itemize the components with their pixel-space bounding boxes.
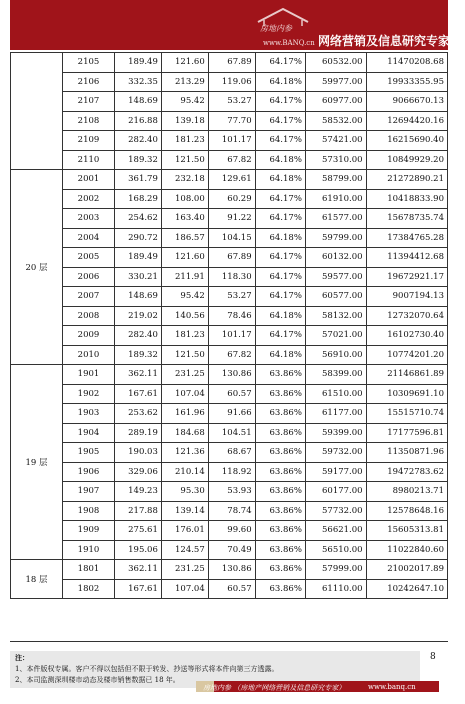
shared-area-cell: 130.86 [208,560,255,580]
gross-area-cell: 148.69 [115,287,162,307]
unit-price-cell: 60132.00 [305,248,366,268]
efficiency-ratio-cell: 64.18% [255,228,305,248]
total-price-cell: 11022840.60 [366,540,447,560]
efficiency-ratio-cell: 64.17% [255,326,305,346]
unit-price-cell: 56510.00 [305,540,366,560]
unit-price-cell: 57310.00 [305,150,366,170]
net-area-cell: 211.91 [161,267,208,287]
net-area-cell: 121.60 [161,53,208,73]
total-price-cell: 21002017.89 [366,560,447,580]
gross-area-cell: 329.06 [115,462,162,482]
gross-area-cell: 167.61 [115,384,162,404]
efficiency-ratio-cell: 64.17% [255,267,305,287]
gross-area-cell: 149.23 [115,482,162,502]
room-number-cell: 1903 [63,404,115,424]
efficiency-ratio-cell: 64.17% [255,111,305,131]
unit-price-cell: 58399.00 [305,365,366,385]
room-number-cell: 1802 [63,579,115,599]
gross-area-cell: 282.40 [115,326,162,346]
net-area-cell: 181.23 [161,326,208,346]
room-number-cell: 1904 [63,423,115,443]
net-area-cell: 139.18 [161,111,208,131]
total-price-cell: 15605313.81 [366,521,447,541]
shared-area-cell: 91.66 [208,404,255,424]
efficiency-ratio-cell: 64.17% [255,131,305,151]
shared-area-cell: 101.17 [208,131,255,151]
net-area-cell: 161.96 [161,404,208,424]
gross-area-cell: 290.72 [115,228,162,248]
unit-price-cell: 59177.00 [305,462,366,482]
gross-area-cell: 189.49 [115,53,162,73]
efficiency-ratio-cell: 64.17% [255,287,305,307]
efficiency-ratio-cell: 63.86% [255,501,305,521]
room-number-cell: 2107 [63,92,115,112]
shared-area-cell: 53.27 [208,92,255,112]
unit-price-cell: 57732.00 [305,501,366,521]
room-number-cell: 2003 [63,209,115,229]
gross-area-cell: 168.29 [115,189,162,209]
room-price-table [10,52,448,599]
unit-price-cell: 60177.00 [305,482,366,502]
total-price-cell: 11470208.68 [366,53,447,73]
net-area-cell: 95.42 [161,287,208,307]
total-price-cell: 21272890.21 [366,170,447,190]
unit-price-cell: 59977.00 [305,72,366,92]
unit-price-cell: 59732.00 [305,443,366,463]
table-row [11,579,448,599]
table-row [11,150,448,170]
gross-area-cell: 216.88 [115,111,162,131]
net-area-cell: 213.29 [161,72,208,92]
net-area-cell: 121.36 [161,443,208,463]
efficiency-ratio-cell: 64.17% [255,248,305,268]
shared-area-cell: 104.51 [208,423,255,443]
shared-area-cell: 70.49 [208,540,255,560]
shared-area-cell: 78.74 [208,501,255,521]
room-number-cell: 2004 [63,228,115,248]
unit-price-cell: 60577.00 [305,287,366,307]
room-number-cell: 2108 [63,111,115,131]
note-item-1: 1、本件版权专属。客户不得以包括但不限于转发、抄送等形式将本件向第三方透露。 [15,665,279,673]
net-area-cell: 121.50 [161,345,208,365]
shared-area-cell: 91.22 [208,209,255,229]
table-row [11,131,448,151]
notes-heading: 注： [15,653,29,662]
net-area-cell: 232.18 [161,170,208,190]
table-row [11,72,448,92]
gross-area-cell: 190.03 [115,443,162,463]
efficiency-ratio-cell: 64.18% [255,306,305,326]
net-area-cell: 210.14 [161,462,208,482]
table-row [11,384,448,404]
floor-label [11,53,63,170]
table-row [11,111,448,131]
table-row [11,560,448,580]
net-area-cell: 107.04 [161,384,208,404]
unit-price-cell: 61177.00 [305,404,366,424]
gross-area-cell: 189.49 [115,248,162,268]
shared-area-cell: 60.57 [208,384,255,404]
gross-area-cell: 189.32 [115,345,162,365]
room-number-cell: 2006 [63,267,115,287]
total-price-cell: 12732070.64 [366,306,447,326]
total-price-cell: 10774201.20 [366,345,447,365]
floor-label: 19 层 [11,365,63,560]
room-number-cell: 2009 [63,326,115,346]
table-row [11,462,448,482]
shared-area-cell: 67.89 [208,248,255,268]
logo-text: 房地内参 [260,24,292,33]
unit-price-cell: 59399.00 [305,423,366,443]
efficiency-ratio-cell: 64.18% [255,170,305,190]
room-number-cell: 2005 [63,248,115,268]
unit-price-cell: 60977.00 [305,92,366,112]
table-row [11,53,448,73]
net-area-cell: 163.40 [161,209,208,229]
footer-text: 房地内参 （房地产网络营销及信息研究专家） [203,684,346,692]
gross-area-cell: 167.61 [115,579,162,599]
total-price-cell: 16215690.40 [366,131,447,151]
room-number-cell: 1902 [63,384,115,404]
efficiency-ratio-cell: 63.86% [255,462,305,482]
unit-price-cell: 61910.00 [305,189,366,209]
unit-price-cell: 58132.00 [305,306,366,326]
unit-price-cell: 59799.00 [305,228,366,248]
table-row [11,501,448,521]
total-price-cell: 10849929.20 [366,150,447,170]
total-price-cell: 19933355.95 [366,72,447,92]
shared-area-cell: 77.70 [208,111,255,131]
unit-price-cell: 58532.00 [305,111,366,131]
table-row [11,423,448,443]
logo-url: www.BANQ.cn [263,39,315,47]
unit-price-cell: 61510.00 [305,384,366,404]
table-row [11,521,448,541]
efficiency-ratio-cell: 63.86% [255,384,305,404]
shared-area-cell: 99.60 [208,521,255,541]
room-number-cell: 2008 [63,306,115,326]
room-number-cell: 1906 [63,462,115,482]
net-area-cell: 107.04 [161,579,208,599]
room-number-cell: 2002 [63,189,115,209]
net-area-cell: 124.57 [161,540,208,560]
gross-area-cell: 189.32 [115,150,162,170]
total-price-cell: 15678735.74 [366,209,447,229]
total-price-cell: 9007194.13 [366,287,447,307]
total-price-cell: 10242647.10 [366,579,447,599]
table-row [11,482,448,502]
gross-area-cell: 253.62 [115,404,162,424]
gross-area-cell: 254.62 [115,209,162,229]
table-row [11,209,448,229]
unit-price-cell: 56910.00 [305,345,366,365]
table-row [11,326,448,346]
shared-area-cell: 129.61 [208,170,255,190]
shared-area-cell: 67.82 [208,150,255,170]
gross-area-cell: 275.61 [115,521,162,541]
net-area-cell: 176.01 [161,521,208,541]
efficiency-ratio-cell: 63.86% [255,443,305,463]
table-row [11,248,448,268]
unit-price-cell: 61577.00 [305,209,366,229]
efficiency-ratio-cell: 63.86% [255,579,305,599]
total-price-cell: 12578648.16 [366,501,447,521]
efficiency-ratio-cell: 64.17% [255,53,305,73]
net-area-cell: 139.14 [161,501,208,521]
gross-area-cell: 330.21 [115,267,162,287]
gross-area-cell: 148.69 [115,92,162,112]
net-area-cell: 186.57 [161,228,208,248]
gross-area-cell: 282.40 [115,131,162,151]
total-price-cell: 12694420.16 [366,111,447,131]
shared-area-cell: 67.82 [208,345,255,365]
total-price-cell: 10418833.90 [366,189,447,209]
shared-area-cell: 53.93 [208,482,255,502]
unit-price-cell: 58799.00 [305,170,366,190]
room-number-cell: 2001 [63,170,115,190]
room-number-cell: 1907 [63,482,115,502]
table-row [11,92,448,112]
efficiency-ratio-cell: 63.86% [255,521,305,541]
efficiency-ratio-cell: 63.86% [255,540,305,560]
shared-area-cell: 60.57 [208,579,255,599]
room-number-cell: 2010 [63,345,115,365]
net-area-cell: 108.00 [161,189,208,209]
table-row [11,287,448,307]
unit-price-cell: 57021.00 [305,326,366,346]
table-row [11,267,448,287]
table-row [11,404,448,424]
total-price-cell: 15515710.74 [366,404,447,424]
net-area-cell: 95.42 [161,92,208,112]
gross-area-cell: 195.06 [115,540,162,560]
table-row [11,443,448,463]
total-price-cell: 19472783.62 [366,462,447,482]
table-row [11,170,448,190]
room-number-cell: 1909 [63,521,115,541]
table-row [11,306,448,326]
gross-area-cell: 362.11 [115,560,162,580]
shared-area-cell: 119.06 [208,72,255,92]
shared-area-cell: 53.27 [208,287,255,307]
room-number-cell: 2105 [63,53,115,73]
efficiency-ratio-cell: 64.18% [255,345,305,365]
shared-area-cell: 118.30 [208,267,255,287]
efficiency-ratio-cell: 64.18% [255,72,305,92]
net-area-cell: 231.25 [161,560,208,580]
note-item-2: 2、本司监测深圳楼市动态及楼市销售数据已 18 年。 [15,676,180,684]
efficiency-ratio-cell: 64.18% [255,150,305,170]
total-price-cell: 16102730.40 [366,326,447,346]
net-area-cell: 121.50 [161,150,208,170]
total-price-cell: 19672921.17 [366,267,447,287]
total-price-cell: 17177596.81 [366,423,447,443]
net-area-cell: 181.23 [161,131,208,151]
total-price-cell: 11394412.68 [366,248,447,268]
total-price-cell: 17384765.28 [366,228,447,248]
total-price-cell: 10309691.10 [366,384,447,404]
efficiency-ratio-cell: 63.86% [255,482,305,502]
shared-area-cell: 104.15 [208,228,255,248]
room-number-cell: 2109 [63,131,115,151]
net-area-cell: 184.68 [161,423,208,443]
unit-price-cell: 57999.00 [305,560,366,580]
efficiency-ratio-cell: 63.86% [255,365,305,385]
unit-price-cell: 59577.00 [305,267,366,287]
shared-area-cell: 68.67 [208,443,255,463]
gross-area-cell: 332.35 [115,72,162,92]
total-price-cell: 8980213.71 [366,482,447,502]
total-price-cell: 9066670.13 [366,92,447,112]
net-area-cell: 140.56 [161,306,208,326]
net-area-cell: 95.30 [161,482,208,502]
gross-area-cell: 362.11 [115,365,162,385]
shared-area-cell: 67.89 [208,53,255,73]
efficiency-ratio-cell: 63.86% [255,423,305,443]
floor-label: 20 层 [11,170,63,365]
header-title: 网络营销及信息研究专家 [318,34,451,48]
efficiency-ratio-cell: 64.17% [255,92,305,112]
shared-area-cell: 60.29 [208,189,255,209]
room-number-cell: 1801 [63,560,115,580]
room-number-cell: 1905 [63,443,115,463]
shared-area-cell: 118.92 [208,462,255,482]
table-row [11,345,448,365]
gross-area-cell: 217.88 [115,501,162,521]
gross-area-cell: 219.02 [115,306,162,326]
shared-area-cell: 101.17 [208,326,255,346]
table-row [11,540,448,560]
floor-label: 18 层 [11,560,63,599]
unit-price-cell: 56621.00 [305,521,366,541]
table-row [11,189,448,209]
table-row [11,365,448,385]
room-number-cell: 1901 [63,365,115,385]
unit-price-cell: 60532.00 [305,53,366,73]
efficiency-ratio-cell: 64.17% [255,189,305,209]
footer-url: www.banq.cn [368,683,416,691]
efficiency-ratio-cell: 64.17% [255,209,305,229]
net-area-cell: 121.60 [161,248,208,268]
unit-price-cell: 61110.00 [305,579,366,599]
page-number: 8 [430,652,436,662]
total-price-cell: 11350871.96 [366,443,447,463]
room-number-cell: 2106 [63,72,115,92]
efficiency-ratio-cell: 63.86% [255,560,305,580]
room-number-cell: 1908 [63,501,115,521]
room-number-cell: 2110 [63,150,115,170]
shared-area-cell: 78.46 [208,306,255,326]
total-price-cell: 21146861.89 [366,365,447,385]
shared-area-cell: 130.86 [208,365,255,385]
unit-price-cell: 57421.00 [305,131,366,151]
room-number-cell: 1910 [63,540,115,560]
room-number-cell: 2007 [63,287,115,307]
net-area-cell: 231.25 [161,365,208,385]
gross-area-cell: 289.19 [115,423,162,443]
table-row [11,228,448,248]
gross-area-cell: 361.79 [115,170,162,190]
efficiency-ratio-cell: 63.86% [255,404,305,424]
